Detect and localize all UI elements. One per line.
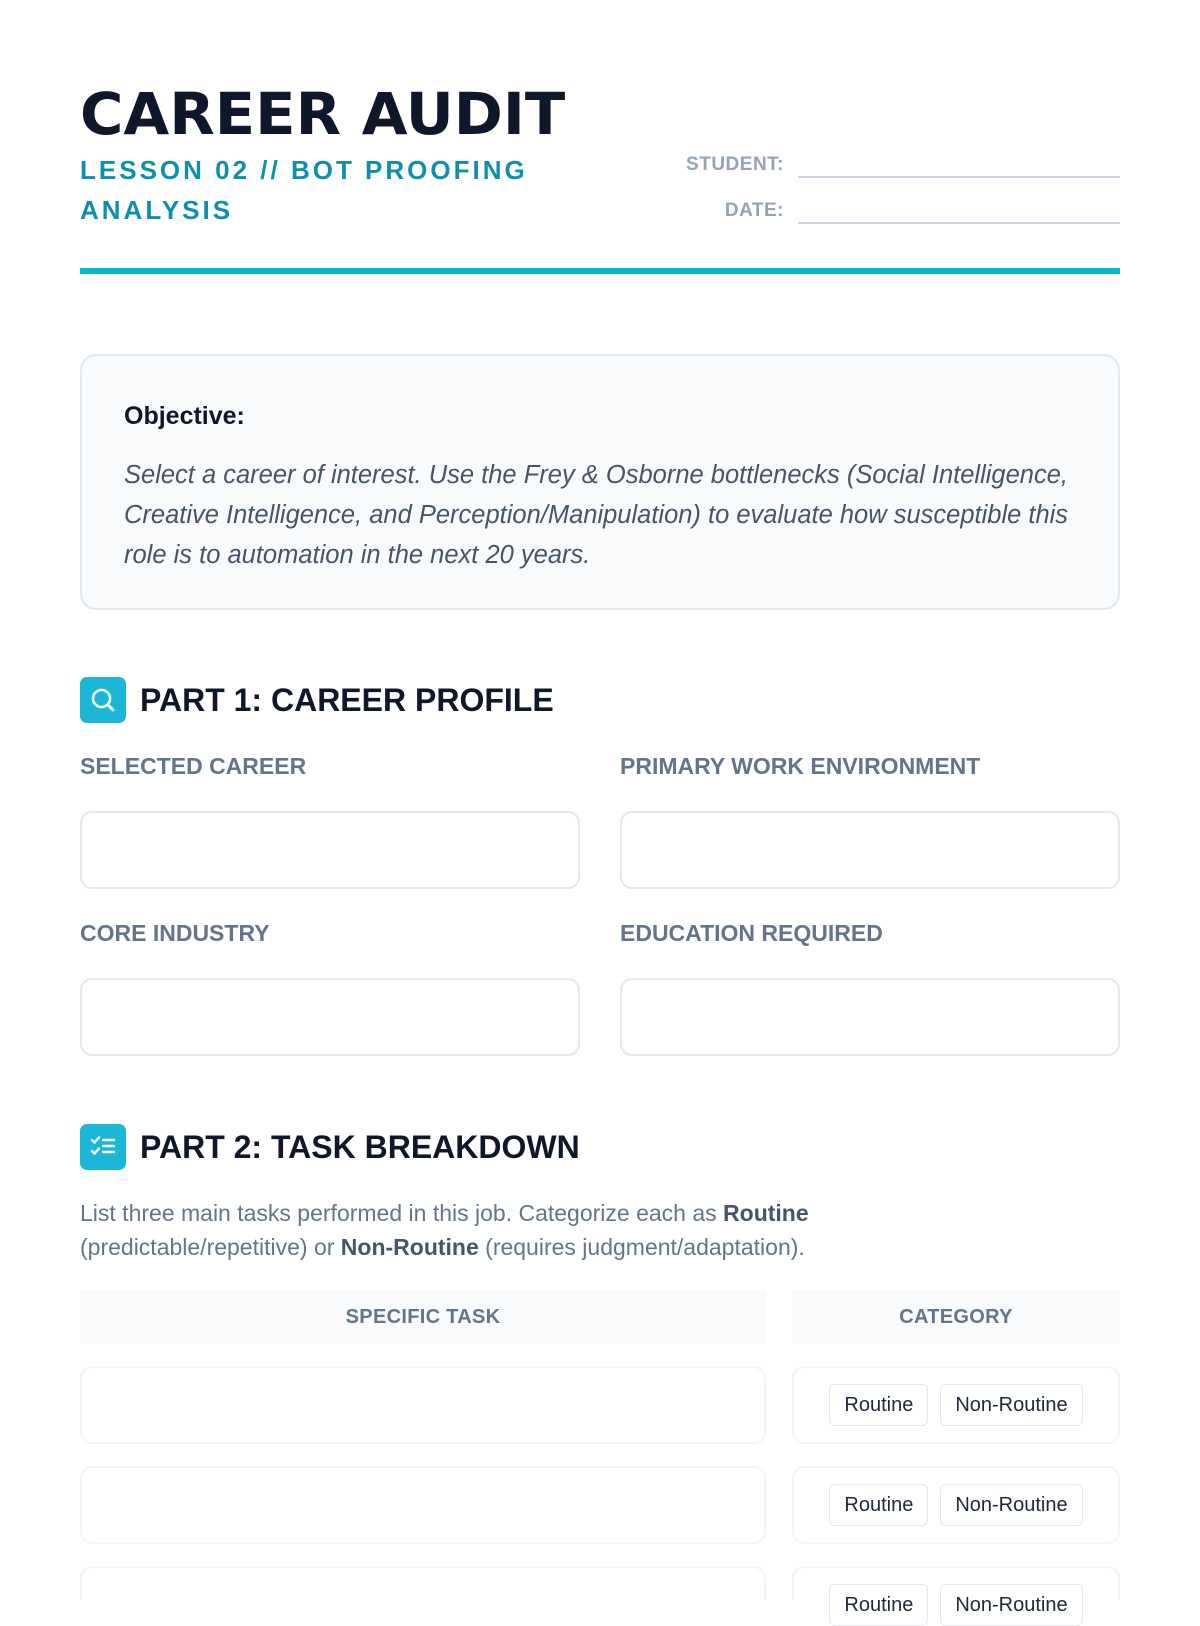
core-industry-input[interactable] xyxy=(80,978,580,1056)
student-meta xyxy=(680,148,1120,240)
instructions-mid: (predictable/repetitive) or xyxy=(80,1234,341,1260)
instructions-post: (requires judgment/adaptation). xyxy=(478,1234,805,1260)
task-input-3[interactable] xyxy=(80,1566,766,1600)
part2-title: PART 2: TASK BREAKDOWN xyxy=(140,1128,580,1165)
category-cell-3 xyxy=(792,1566,1120,1616)
task-input-1[interactable] xyxy=(80,1366,766,1444)
subtitle-line-2: ANALYSIS xyxy=(80,195,234,225)
routine-option-1[interactable]: Routine xyxy=(829,1384,928,1426)
date-label: DATE: xyxy=(724,200,784,221)
instructions-pre: List three main tasks performed in this job. Categorize each as xyxy=(80,1200,724,1226)
routine-option-3[interactable]: Routine xyxy=(829,1584,928,1626)
search-icon xyxy=(80,677,126,723)
part2-instructions xyxy=(80,1196,1080,1264)
routine-option-2[interactable]: Routine xyxy=(829,1484,928,1526)
category-cell-1 xyxy=(792,1366,1120,1444)
education-label: EDUCATION REQUIRED xyxy=(620,920,883,946)
part2-header xyxy=(80,1124,580,1170)
column-header-category: CATEGORY xyxy=(792,1290,1120,1344)
subtitle-line-1: LESSON 02 // BOT PROOFING xyxy=(80,155,528,185)
column-header-task: SPECIFIC TASK xyxy=(80,1290,766,1344)
date-field[interactable] xyxy=(798,194,1120,224)
task-input-2[interactable] xyxy=(80,1466,766,1544)
work-environment-label: PRIMARY WORK ENVIRONMENT xyxy=(620,753,981,779)
page-subtitle xyxy=(80,150,560,230)
work-environment-input[interactable] xyxy=(620,811,1120,889)
objective-label: Objective: xyxy=(124,402,245,430)
checklist-icon xyxy=(80,1124,126,1170)
part1-header xyxy=(80,677,554,723)
student-row xyxy=(680,148,1120,178)
instructions-routine: Routine xyxy=(723,1200,809,1226)
objective-card xyxy=(80,354,1120,610)
part1-title: PART 1: CAREER PROFILE xyxy=(140,681,554,718)
education-input[interactable] xyxy=(620,978,1120,1056)
non-routine-option-3[interactable]: Non-Routine xyxy=(940,1584,1082,1626)
student-name-field[interactable] xyxy=(798,148,1120,178)
selected-career-label: SELECTED CAREER xyxy=(80,753,307,779)
category-cell-2 xyxy=(792,1466,1120,1544)
page-title: CAREER AUDIT xyxy=(80,80,566,148)
student-label: STUDENT: xyxy=(686,154,784,175)
core-industry-label: CORE INDUSTRY xyxy=(80,920,270,946)
selected-career-input[interactable] xyxy=(80,811,580,889)
objective-text: Select a career of interest. Use the Frey & Osborne bottlenecks (Social Intelligence, Creative Intelligence, and Perception/Manipulation) to evaluate how susceptible this role is to automation in the next 20 years. xyxy=(124,461,1069,569)
non-routine-option-2[interactable]: Non-Routine xyxy=(940,1484,1082,1526)
page-header xyxy=(80,0,1120,274)
instructions-non-routine: Non-Routine xyxy=(340,1234,479,1260)
non-routine-option-1[interactable]: Non-Routine xyxy=(940,1384,1082,1426)
date-row xyxy=(680,194,1120,224)
